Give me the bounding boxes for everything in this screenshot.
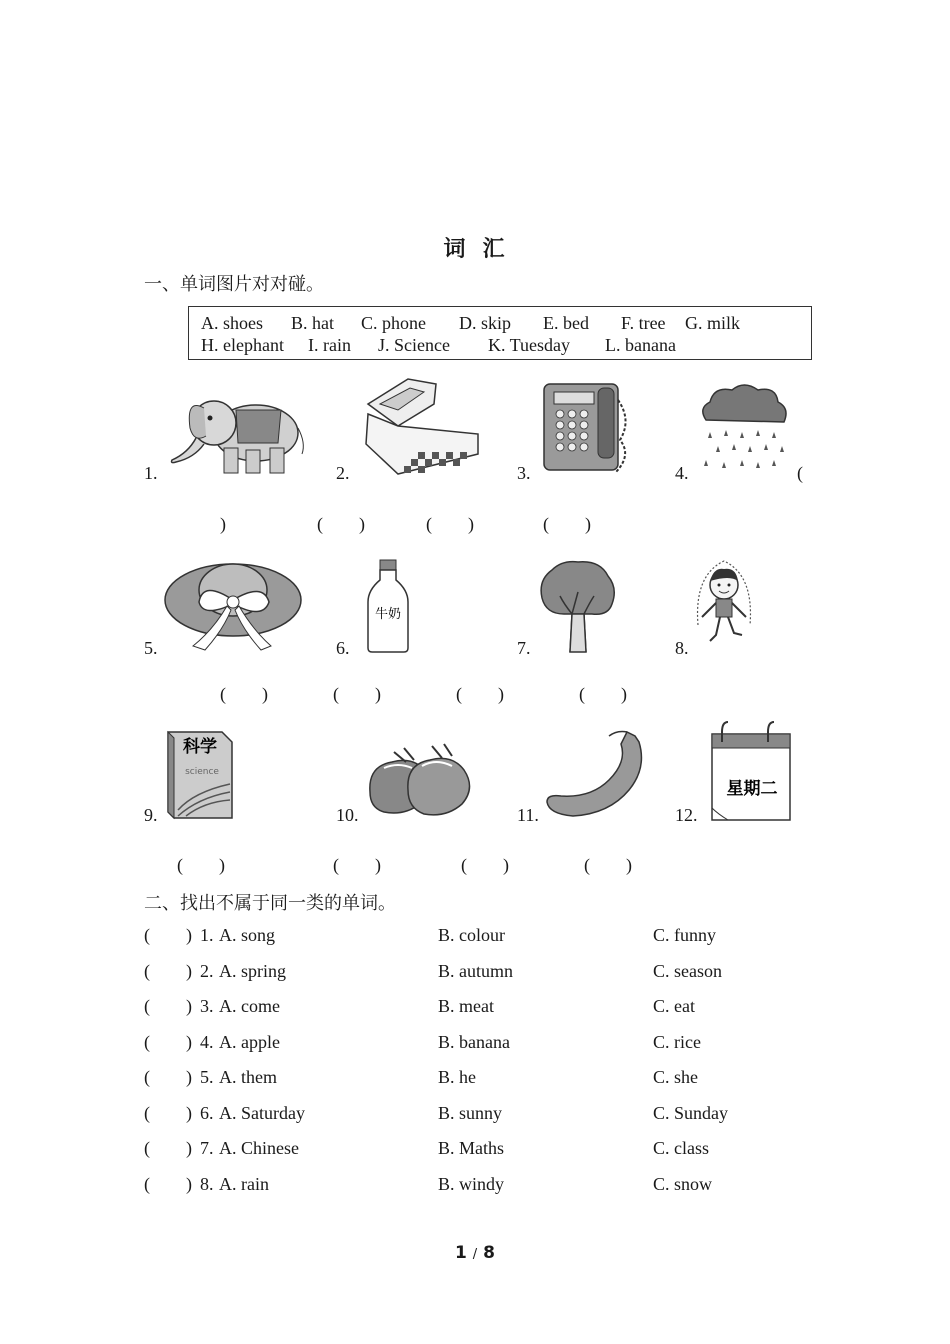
option-c: C. class <box>653 1138 709 1158</box>
page-number <box>0 1243 950 1263</box>
option-b: B. autumn <box>438 961 513 981</box>
answer-blank[interactable]: ( ) <box>456 684 504 704</box>
option-b: B. sunny <box>438 1103 503 1123</box>
answer-blank[interactable]: ( ) <box>144 1103 192 1123</box>
option-b: B. Maths <box>438 1138 505 1158</box>
page-title: 词 汇 <box>443 236 507 261</box>
option-c: C. eat <box>653 996 695 1016</box>
current-page: 1 <box>455 1243 467 1263</box>
question-number: 2. <box>200 961 214 981</box>
word-option: K. Tuesday <box>488 335 571 355</box>
item-number: 3. <box>517 463 531 483</box>
item-number: 9. <box>144 805 158 825</box>
option-a: A. Chinese <box>219 1138 299 1158</box>
milk-bottle-icon <box>366 558 410 654</box>
item-number: 6. <box>336 638 350 658</box>
calendar-day-label: 星期二 <box>726 779 778 799</box>
book-title-label: 科学 <box>183 737 217 757</box>
word-option: D. skip <box>459 313 512 333</box>
option-b: B. windy <box>438 1174 505 1194</box>
option-b: B. colour <box>438 925 505 945</box>
science-book-icon <box>164 728 236 822</box>
word-bank-row-2 <box>201 334 799 356</box>
word-option: I. rain <box>308 335 351 355</box>
answer-blank[interactable]: ( ) <box>584 855 632 875</box>
option-a: A. them <box>219 1067 277 1087</box>
answer-blank[interactable]: ( ) <box>461 855 509 875</box>
option-c: C. she <box>653 1067 698 1087</box>
answer-blank[interactable]: ( ) <box>144 1032 192 1052</box>
word-option: G. milk <box>685 313 741 333</box>
option-a: A. Saturday <box>219 1103 305 1123</box>
option-a: A. come <box>219 996 280 1016</box>
word-option: C. phone <box>361 313 426 333</box>
answer-blank[interactable]: ( ) <box>144 996 192 1016</box>
answer-paren-open: ( <box>797 463 803 483</box>
answer-blank[interactable]: ( ) <box>144 925 192 945</box>
question-number: 3. <box>200 996 214 1016</box>
phone-icon <box>540 380 636 478</box>
rain-icon <box>696 380 792 478</box>
option-a: A. song <box>219 925 276 945</box>
page-separator: / <box>472 1247 478 1262</box>
shoes-icon <box>364 738 482 820</box>
option-a: A. apple <box>219 1032 280 1052</box>
answer-blank[interactable]: ( ) <box>144 1138 192 1158</box>
option-b: B. he <box>438 1067 476 1087</box>
section-2-heading: 二、找出不属于同一类的单词。 <box>144 893 396 913</box>
item-number: 10. <box>336 805 359 825</box>
skipping-boy-icon <box>690 555 760 655</box>
hat-icon <box>163 550 305 654</box>
word-bank-row-1 <box>201 312 799 334</box>
item-number: 12. <box>675 805 698 825</box>
tree-icon <box>538 558 618 654</box>
book-subtitle-label: science <box>185 767 219 777</box>
answer-blank[interactable]: ( ) <box>426 514 474 534</box>
milk-label: 牛奶 <box>374 607 402 622</box>
word-option: A. shoes <box>201 313 263 333</box>
question-number: 1. <box>200 925 214 945</box>
question-number: 7. <box>200 1138 214 1158</box>
answer-paren-close: ) <box>220 514 226 534</box>
option-c: C. funny <box>653 925 716 945</box>
item-number: 2. <box>336 463 350 483</box>
bed-icon <box>358 374 484 480</box>
answer-blank[interactable]: ( ) <box>317 514 365 534</box>
answer-blank[interactable]: ( ) <box>144 961 192 981</box>
option-c: C. Sunday <box>653 1103 729 1123</box>
item-number: 8. <box>675 638 689 658</box>
answer-blank[interactable]: ( ) <box>543 514 591 534</box>
item-number: 7. <box>517 638 531 658</box>
banana-icon <box>543 728 651 820</box>
option-c: C. rice <box>653 1032 701 1052</box>
answer-blank[interactable]: ( ) <box>579 684 627 704</box>
item-number: 4. <box>675 463 689 483</box>
question-number: 4. <box>200 1032 214 1052</box>
word-option: F. tree <box>621 313 666 333</box>
item-number: 1. <box>144 463 158 483</box>
option-b: B. meat <box>438 996 494 1016</box>
option-c: C. season <box>653 961 722 981</box>
word-option: E. bed <box>543 313 589 333</box>
answer-blank[interactable]: ( ) <box>144 1067 192 1087</box>
question-number: 8. <box>200 1174 214 1194</box>
answer-blank[interactable]: ( ) <box>333 684 381 704</box>
question-number: 6. <box>200 1103 214 1123</box>
item-number: 11. <box>517 805 539 825</box>
answer-blank[interactable]: ( ) <box>177 855 225 875</box>
elephant-icon <box>166 388 308 478</box>
total-pages: 8 <box>483 1243 495 1263</box>
answer-blank[interactable]: ( ) <box>144 1174 192 1194</box>
answer-blank[interactable]: ( ) <box>333 855 381 875</box>
option-a: A. rain <box>219 1174 269 1194</box>
option-a: A. spring <box>219 961 286 981</box>
calendar-icon <box>708 718 794 824</box>
section-1-heading: 一、单词图片对对碰。 <box>144 274 324 294</box>
answer-blank[interactable]: ( ) <box>220 684 268 704</box>
word-option: J. Science <box>378 335 450 355</box>
option-c: C. snow <box>653 1174 713 1194</box>
item-number: 5. <box>144 638 158 658</box>
question-number: 5. <box>200 1067 214 1087</box>
option-b: B. banana <box>438 1032 510 1052</box>
word-bank <box>188 306 812 360</box>
word-option: B. hat <box>291 313 334 333</box>
word-option: H. elephant <box>201 335 284 355</box>
word-option: L. banana <box>605 335 676 355</box>
